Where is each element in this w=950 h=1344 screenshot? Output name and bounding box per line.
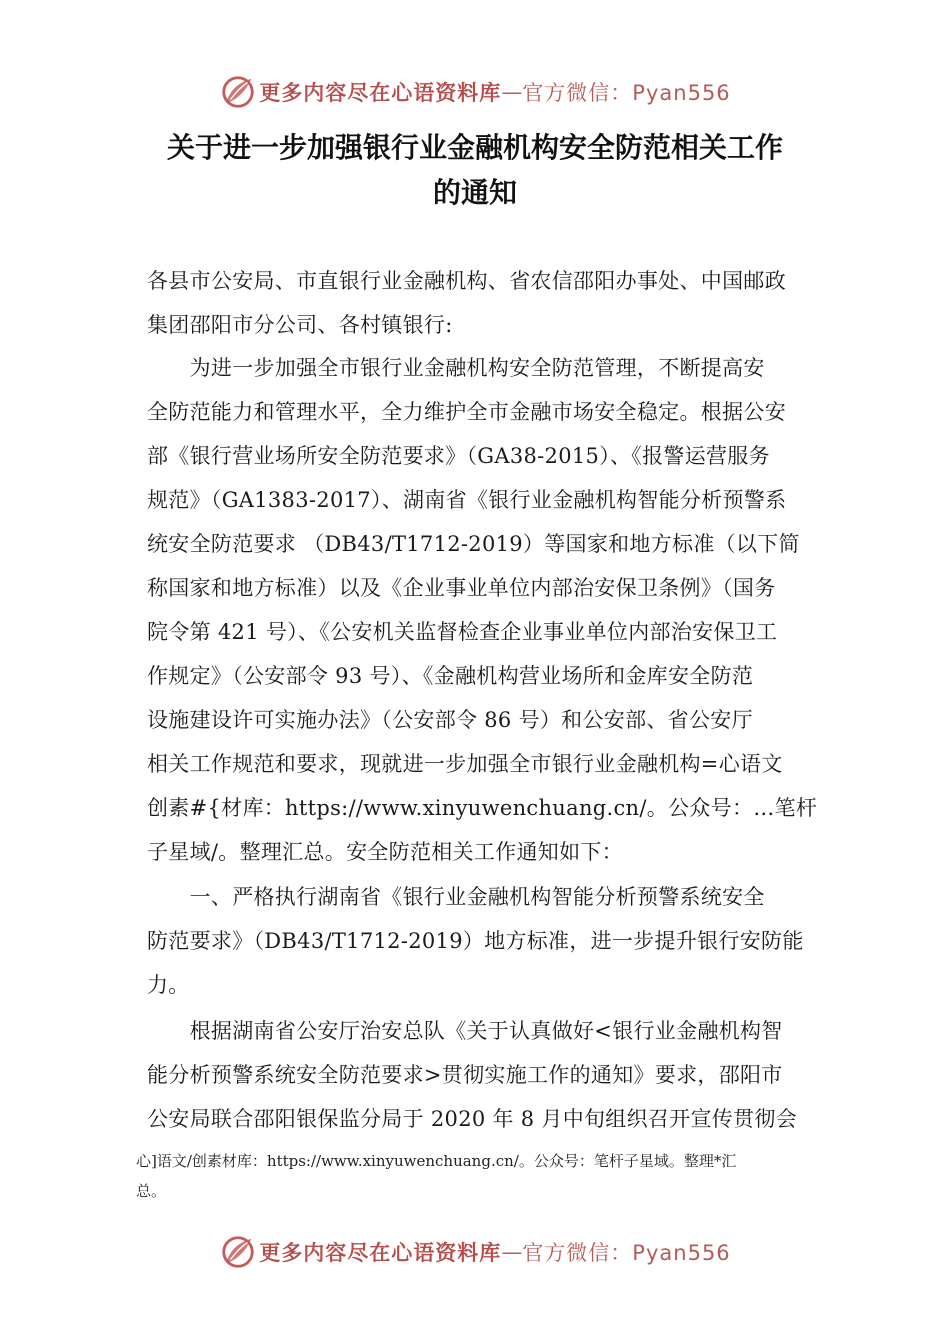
body-line: 根据湖南省公安厅治安总队《关于认真做好<银行业金融机构智 xyxy=(147,1019,783,1043)
body-line: 力。 xyxy=(147,973,190,997)
document-title-line2: 的通知 xyxy=(432,176,517,209)
body-line: 子星域/。整理汇总。安全防范相关工作通知如下： xyxy=(147,840,623,864)
leaf-logo-icon xyxy=(219,1233,257,1271)
banner-wechat: 官方微信：Pyan556 xyxy=(522,81,731,105)
body-line: 全防范能力和管理水平，全力维护全市金融市场安全稳定。根据公安 xyxy=(147,400,786,424)
body-line: 作规定》（公安部令 93 号）、《金融机构营业场所和金库安全防范 xyxy=(147,664,754,688)
banner-separator: — xyxy=(501,80,523,104)
header-banner xyxy=(0,72,950,112)
banner-separator: — xyxy=(501,1240,523,1264)
body-line: 创素#{材库：https://www.xinyuwenchuang.cn/。公众号：…笔杆 xyxy=(147,796,818,820)
banner-wechat: 官方微信：Pyan556 xyxy=(522,1241,731,1265)
body-line: 集团邵阳市分公司、各村镇银行: xyxy=(147,313,453,337)
body-line: 部《银行营业场所安全防范要求》（GA38-2015）、《报警运营服务 xyxy=(147,444,770,468)
banner-text: 更多内容尽在心语资料库 xyxy=(259,81,502,105)
body-line: 公安局联合邵阳银保监分局于 2020 年 8 月中旬组织召开宣传贯彻会 xyxy=(147,1107,798,1131)
body-line: 相关工作规范和要求，现就进一步加强全市银行业金融机构=心语文 xyxy=(147,752,783,776)
body-line: 统安全防范要求 （DB43/T1712-2019）等国家和地方标准（以下简 xyxy=(147,532,800,556)
body-line: 规范》（GA1383-2017）、湖南省《银行业金融机构智能分析预警系 xyxy=(147,488,787,512)
footer-banner xyxy=(0,1232,950,1272)
body-line: 各县市公安局、市直银行业金融机构、省农信邵阳办事处、中国邮政 xyxy=(147,269,786,293)
body-line: 称国家和地方标准）以及《企业事业单位内部治安保卫条例》（国务 xyxy=(147,576,776,600)
footnote-line1: 心]语文/创素材库：https://www.xinyuwenchuang.cn/。公众号：笔杆子星域。整理*汇 xyxy=(136,1152,737,1170)
leaf-logo-icon xyxy=(219,73,257,111)
body-line: 防范要求》（DB43/T1712-2019）地方标准，进一步提升银行安防能 xyxy=(147,929,804,953)
body-line: 院令第 421 号）、《公安机关监督检查企业事业单位内部治安保卫工 xyxy=(147,620,778,644)
body-line: 设施建设许可实施办法》（公安部令 86 号）和公安部、省公安厅 xyxy=(147,708,753,732)
body-line: 一、严格执行湖南省《银行业金融机构智能分析预警系统安全 xyxy=(147,885,765,909)
banner-text: 更多内容尽在心语资料库 xyxy=(259,1241,502,1265)
body-line: 能分析预警系统安全防范要求>贯彻实施工作的通知》要求，邵阳市 xyxy=(147,1063,783,1087)
footnote-line2: 总。 xyxy=(136,1182,167,1200)
body-line: 为进一步加强全市银行业金融机构安全防范管理，不断提高安 xyxy=(147,356,765,380)
document-title-line1: 关于进一步加强银行业金融机构安全防范相关工作 xyxy=(166,131,783,164)
